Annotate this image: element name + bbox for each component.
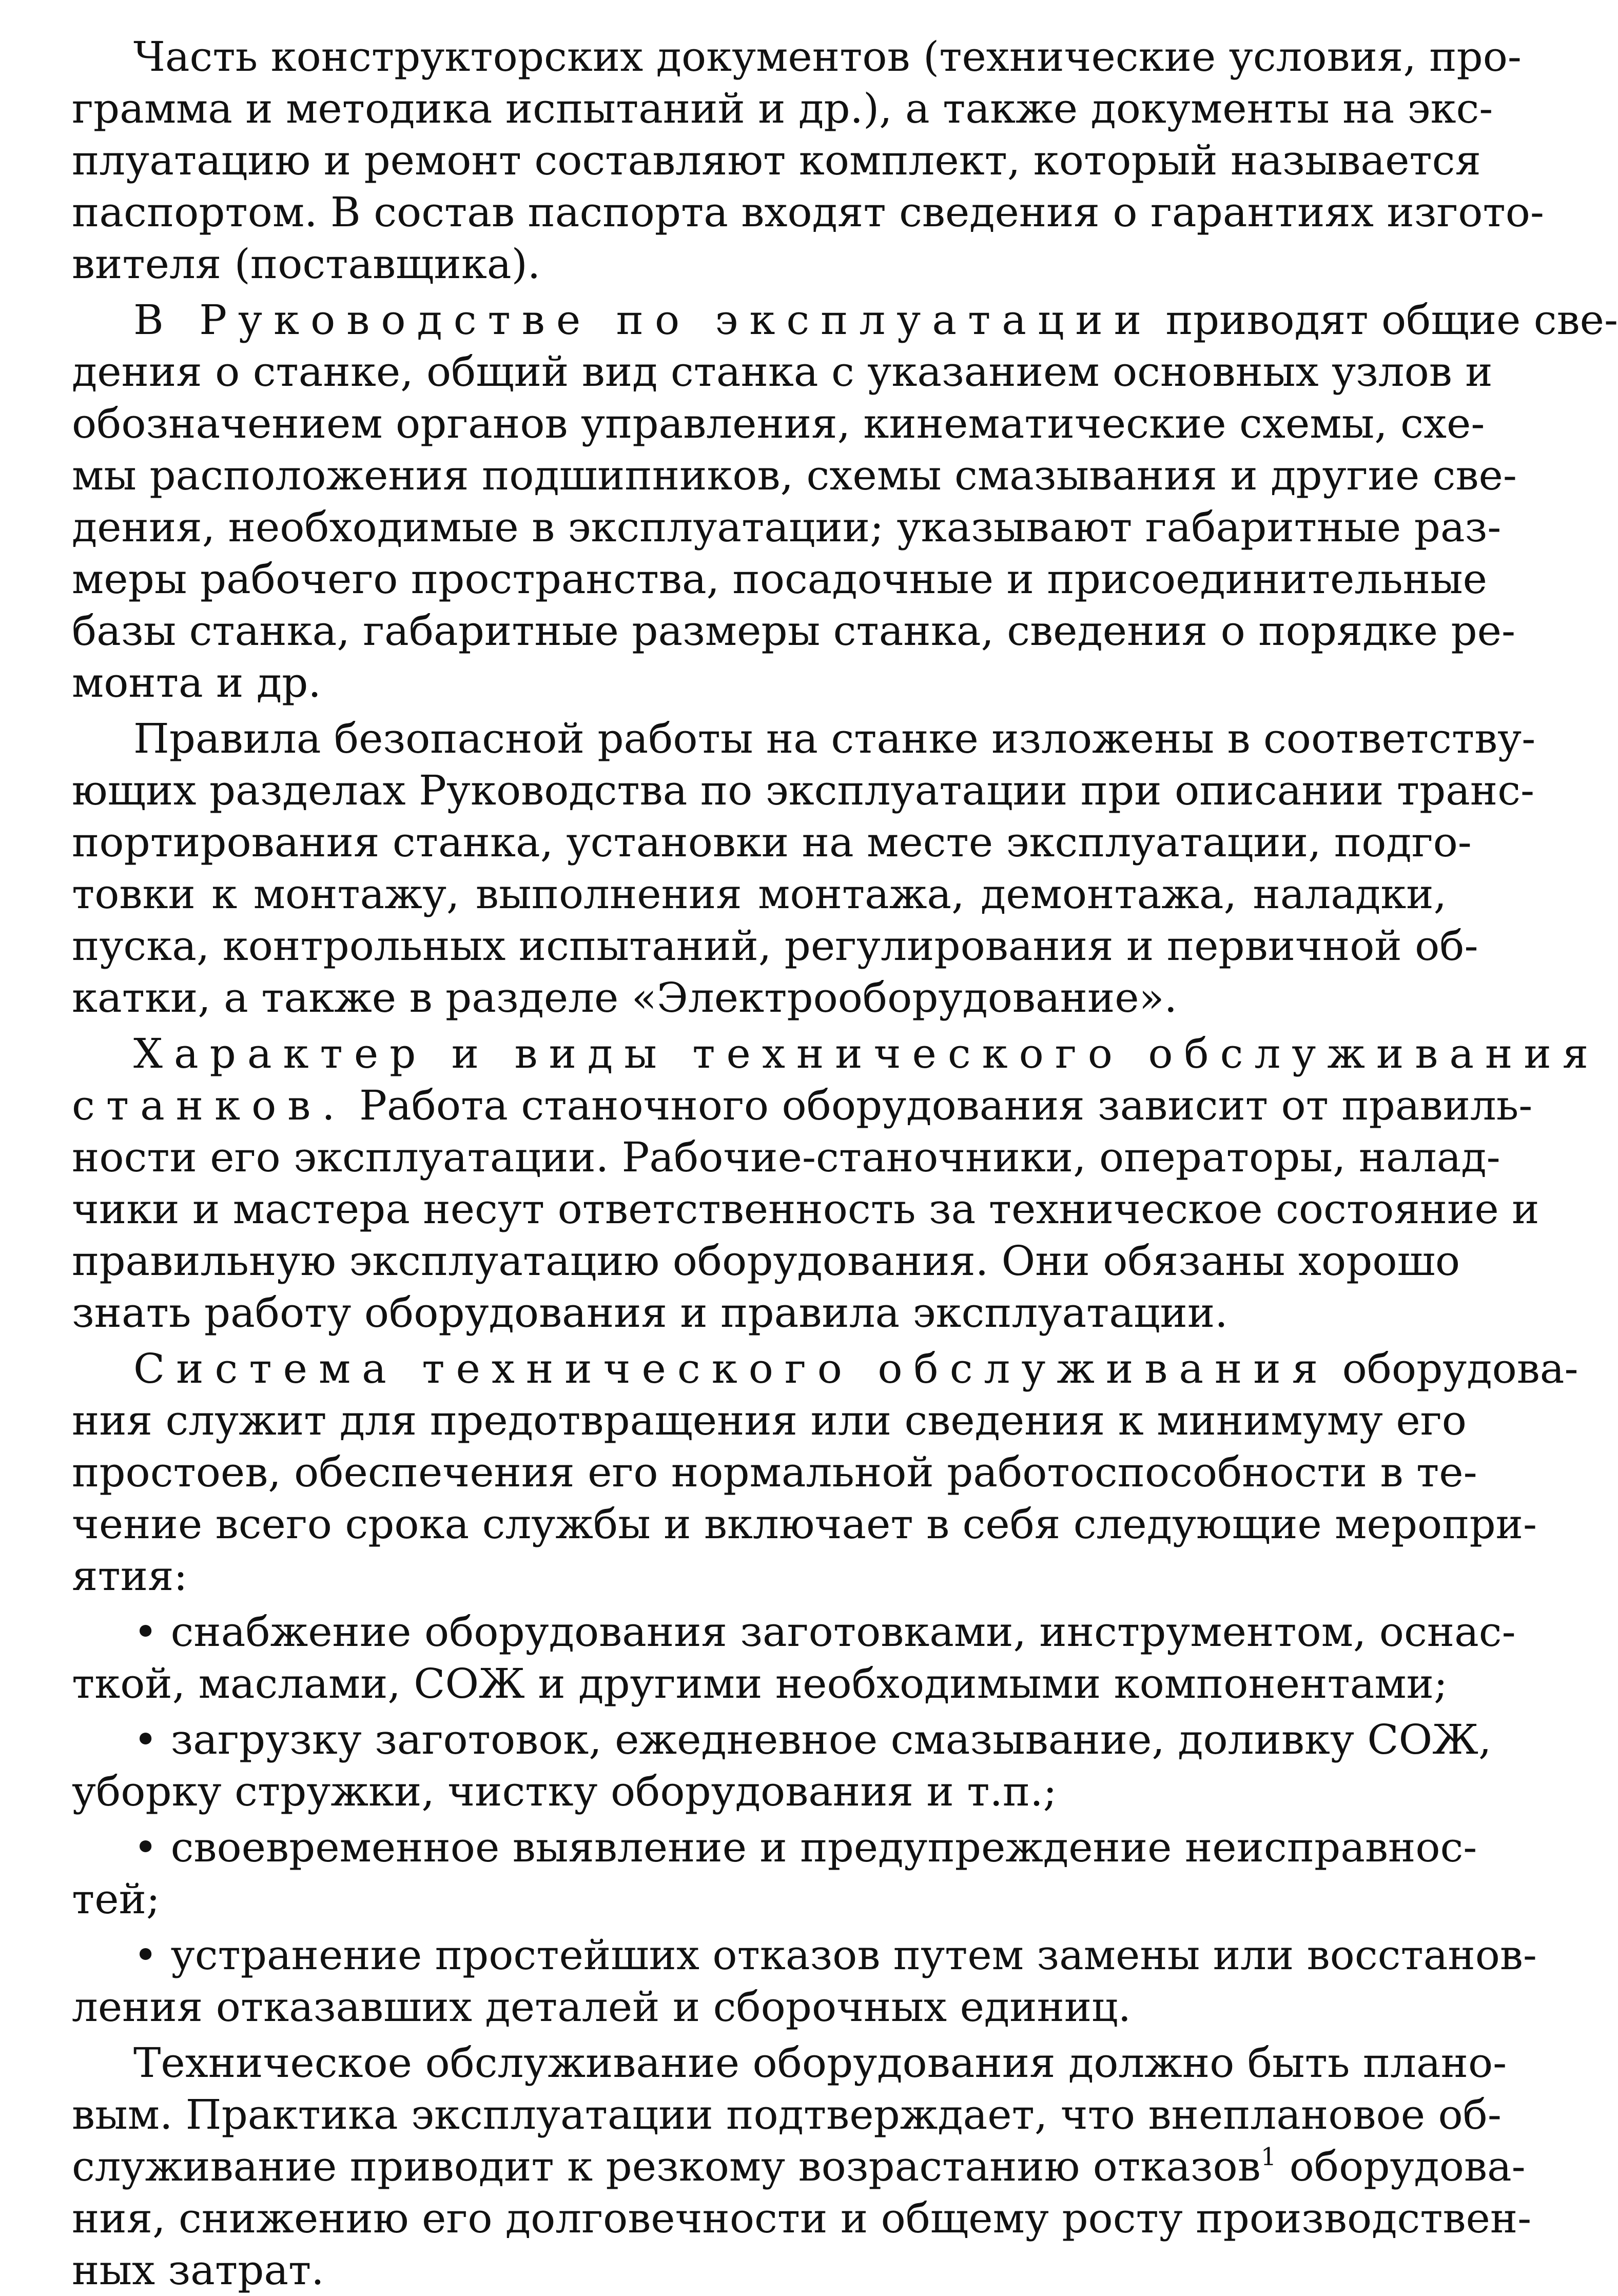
spaced-heading: В Руководстве по эксплуатации: [133, 296, 1153, 344]
text-line: • загрузку заготовок, ежедневное смазывание, доливку СОЖ,: [133, 1716, 1492, 1763]
text-line: монта и др.: [72, 659, 321, 707]
paragraph-passport: [72, 31, 1544, 290]
paragraph-safety: [72, 713, 1536, 1024]
text-line: плуатацию и ремонт составляют комплект, который называется: [72, 136, 1481, 184]
paragraph-planned-maintenance: [72, 2037, 1532, 2296]
text-line: дения, необходимые в эксплуатации; указывают габаритные раз-: [72, 503, 1502, 551]
text-line: ния служит для предотвращения или сведения к минимуму его: [72, 1397, 1467, 1444]
text-line: товки к монтажу, выполнения монтажа, демонтажа, наладки,: [72, 870, 1447, 918]
text-line: [72, 2141, 1526, 2192]
text-line: чики и мастера несут ответственность за техническое состояние и: [72, 1185, 1539, 1233]
text-line: [72, 1343, 1578, 1395]
text-line: чение всего срока службы и включает в себя следующие меропри-: [72, 1500, 1537, 1548]
text-line: Правила безопасной работы на станке изложены в соответству-: [133, 715, 1536, 762]
paragraph-manual: [72, 294, 1618, 709]
text-line: меры рабочего пространства, посадочные и присоединительные: [72, 555, 1488, 603]
footnote-mark: 1: [1260, 2143, 1277, 2171]
text-line: тей;: [72, 1875, 160, 1923]
text-line: дения о станке, общий вид станка с указанием основных узлов и: [72, 348, 1493, 396]
text-line: ющих разделах Руководства по эксплуатации при описании транс-: [72, 767, 1535, 814]
paragraph-maintenance-system: [72, 1343, 1578, 1602]
spaced-heading: станков.: [72, 1082, 346, 1129]
text-fragment: приводят общие све-: [1153, 296, 1618, 344]
spaced-heading: Система технического обслуживания: [133, 1345, 1330, 1392]
text-fragment: оборудова-: [1329, 1345, 1578, 1392]
text-line: ления отказавших деталей и сборочных единиц.: [72, 1983, 1132, 2031]
text-line: [72, 294, 1618, 346]
text-line: Часть конструкторских документов (технические условия, про-: [133, 33, 1522, 81]
bullet-item: [72, 1714, 1492, 1817]
text-line: портирования станка, установки на месте эксплуатации, подго-: [72, 818, 1472, 866]
text-fragment: оборудова-: [1276, 2143, 1526, 2190]
text-line: Техническое обслуживание оборудования должно быть плано-: [133, 2039, 1507, 2087]
paragraph-maintenance-types: [72, 1028, 1600, 1339]
text-fragment: Работа станочного оборудования зависит от правиль-: [346, 1082, 1533, 1129]
spaced-heading: Характер и виды технического обслуживания: [133, 1030, 1600, 1077]
bullet-item: [72, 1606, 1516, 1710]
text-line: мы расположения подшипников, схемы смазывания и другие све-: [72, 452, 1517, 499]
text-line: вым. Практика эксплуатации подтверждает, что внеплановое об-: [72, 2091, 1502, 2138]
text-line: уборку стружки, чистку оборудования и т.п.;: [72, 1768, 1057, 1815]
text-line: грамма и методика испытаний и др.), а также документы на экс-: [72, 85, 1493, 132]
text-line: ности его эксплуатации. Рабочие-станочники, операторы, налад-: [72, 1133, 1500, 1181]
text-line: ткой, маслами, СОЖ и другими необходимыми компонентами;: [72, 1660, 1448, 1708]
text-line: • снабжение оборудования заготовками, инструментом, оснас-: [133, 1608, 1516, 1656]
text-line: правильную эксплуатацию оборудования. Они обязаны хорошо: [72, 1237, 1460, 1285]
text-line: обозначением органов управления, кинематические схемы, схе-: [72, 400, 1485, 447]
bullet-item: [72, 1821, 1477, 1925]
text-line: пуска, контрольных испытаний, регулирования и первичной об-: [72, 922, 1478, 970]
text-line: • своевременное выявление и предупреждение неисправнос-: [133, 1823, 1477, 1871]
text-line: паспортом. В состав паспорта входят сведения о гарантиях изгото-: [72, 188, 1544, 236]
text-line: вителя (поставщика).: [72, 240, 541, 288]
text-line: катки, а также в разделе «Электрооборудование».: [72, 974, 1178, 1022]
text-line: ятия:: [72, 1552, 188, 1600]
text-fragment: служивание приводит к резкому возрастанию отказов: [72, 2143, 1261, 2190]
text-line: ния, снижению его долговечности и общему росту производствен-: [72, 2194, 1532, 2242]
text-line: простоев, обеспечения его нормальной работоспособности в те-: [72, 1448, 1477, 1496]
text-line: [72, 1080, 1533, 1131]
text-line: знать работу оборудования и правила эксплуатации.: [72, 1289, 1228, 1337]
text-line: базы станка, габаритные размеры станка, сведения о порядке ре-: [72, 607, 1516, 655]
text-line: • устранение простейших отказов путем замены или восстанов-: [133, 1931, 1537, 1979]
text-line: ных затрат.: [72, 2246, 324, 2294]
bullet-item: [72, 1929, 1537, 2033]
